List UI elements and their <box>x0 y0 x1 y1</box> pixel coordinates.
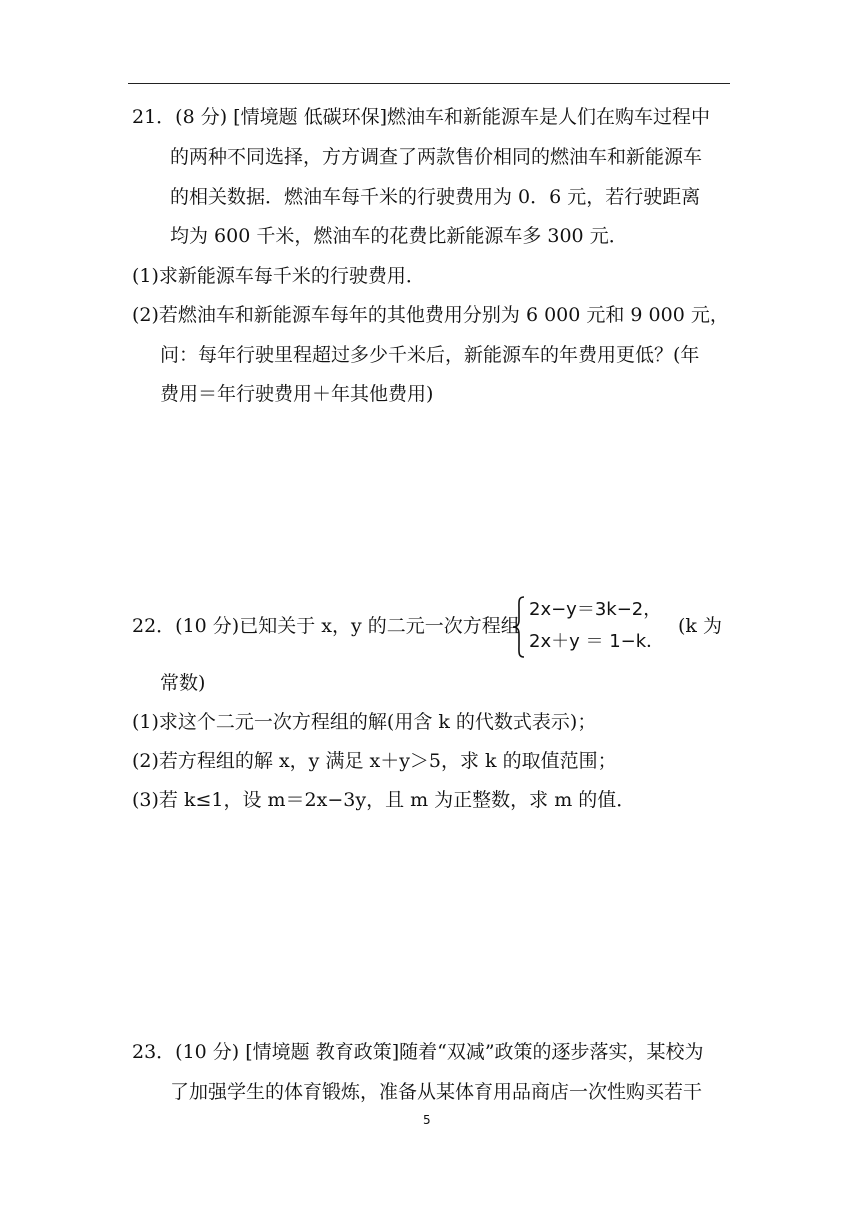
q22-equation-2: 2x＋y ＝ 1−k． <box>529 631 665 652</box>
q22-part-2: (2)若方程组的解 x，y 满足 x＋y＞5，求 k 的取值范围； <box>132 750 617 772</box>
q22-suffix: (k 为 <box>678 615 722 637</box>
header-rule <box>128 83 730 84</box>
q22-part-3: (3)若 k≤1，设 m＝2x−3y，且 m 为正整数，求 m 的值． <box>132 789 636 811</box>
page-number: 5 <box>423 1113 431 1127</box>
q23-line-1: 23．(10 分) [情境题 教育政策]随着“双减”政策的逐步落实，某校为 <box>132 1041 704 1063</box>
q21-part-2-line-1: (2)若燃油车和新能源车每年的其他费用分别为 6 000 元和 9 000 元， <box>132 304 729 326</box>
q21-part-2-line-3: 费用＝年行驶费用＋年其他费用) <box>160 383 434 405</box>
left-brace-icon <box>512 596 526 658</box>
q21-line-4: 均为 600 千米，燃油车的花费比新能源车多 300 元． <box>170 225 628 247</box>
q21-line-1: 21．(8 分) [情境题 低碳环保]燃油车和新能源车是人们在购车过程中 <box>132 106 711 128</box>
q22-line-2: 常数) <box>160 672 206 694</box>
q21-part-1: (1)求新能源车每千米的行驶费用． <box>132 265 425 287</box>
q21-part-2-line-2: 问：每年行驶里程超过多少千米后，新能源车的年费用更低？(年 <box>160 344 700 366</box>
q22-prefix: 22．(10 分)已知关于 x，y 的二元一次方程组 <box>132 615 520 637</box>
q21-line-2: 的两种不同选择，方方调查了两款售价相同的燃油车和新能源车 <box>170 146 703 168</box>
q21-line-3: 的相关数据．燃油车每千米的行驶费用为 0．6 元，若行驶距离 <box>170 186 701 208</box>
q22-equation-1: 2x−y＝3k−2， <box>529 599 662 620</box>
q22-part-1: (1)求这个二元一次方程组的解(用含 k 的代数式表示)； <box>132 711 597 733</box>
q23-line-2: 了加强学生的体育锻炼，准备从某体育用品商店一次性购买若干 <box>170 1081 703 1103</box>
